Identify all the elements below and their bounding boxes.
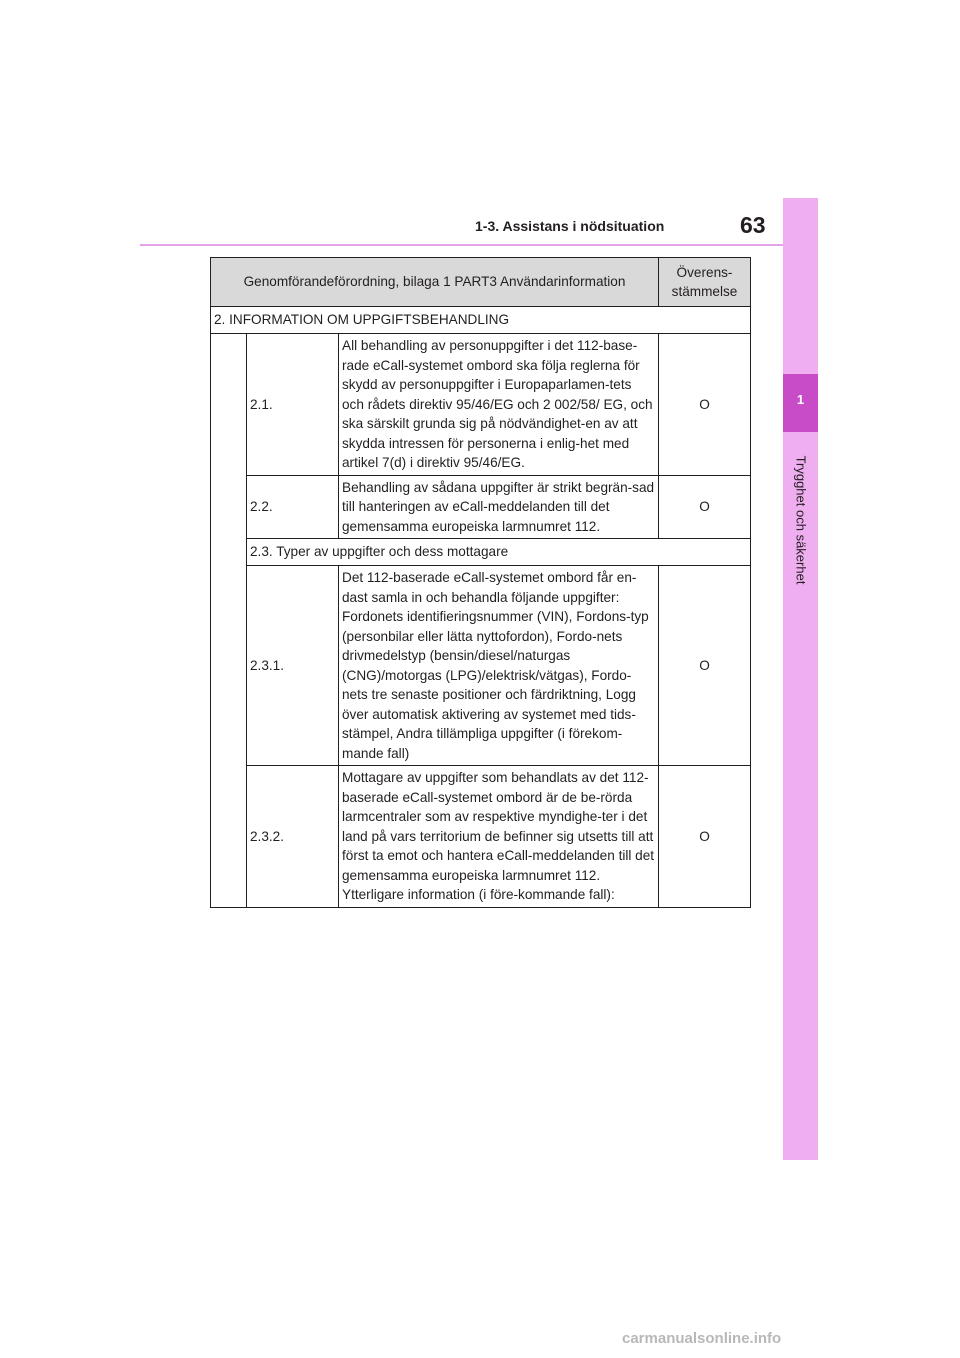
- table-header-row: [211, 258, 751, 307]
- row-number: 2.3.1.: [247, 566, 339, 766]
- table-row: [211, 475, 751, 539]
- user-information-table: [210, 257, 751, 908]
- row-text: Det 112-baserade eCall-systemet ombord får en-dast samla in och behandla följande uppgifter: Fordonets identifieringsnummer (VIN), Fordons-typ (personbilar eller lätta nyttofordon), Fordo-nets drivmedelstyp (bensin/diesel/naturgas (CNG)/motorgas (LPG)/elektrisk/vätgas), Fordo-nets tre senaste positioner och färdriktning, Logg över automatisk aktivering av systemet med tids-stämpel, Andra tillämpliga uppgifter (i förekom-mande fall): [339, 566, 659, 766]
- table-row: [211, 566, 751, 766]
- subsection-title-cell: 2.3. Typer av uppgifter och dess mottagare: [247, 539, 751, 566]
- indent-cell: [211, 334, 247, 908]
- row-conformity: O: [659, 566, 751, 766]
- row-text: Mottagare av uppgifter som behandlats av det 112-baserade eCall-systemet ombord är de be-rörda larmcentraler som av respektive myndighe-ter i det land på vars territorium de befinner sig utsetts till att först ta emot och hantera eCall-meddelanden till det gemensamma europeiska larmnumret 112. Ytterligare information (i före-kommande fall):: [339, 766, 659, 908]
- row-text: Behandling av sådana uppgifter är strikt begrän-sad till hanteringen av eCall-meddelanden till det gemensamma europeiska larmnumret 112.: [339, 475, 659, 539]
- table-row: [211, 766, 751, 908]
- section-title-cell: 2. INFORMATION OM UPPGIFTSBEHANDLING: [211, 307, 751, 334]
- chapter-label: Trygghet och säkerhet: [793, 455, 809, 585]
- header-regulation: Genomförandeförordning, bilaga 1 PART3 Användarinformation: [211, 258, 659, 307]
- row-number: 2.2.: [247, 475, 339, 539]
- chapter-number: 1: [796, 392, 805, 407]
- chapter-side-tab: [783, 198, 818, 1160]
- header-divider: [140, 244, 788, 246]
- table-row: [211, 334, 751, 476]
- row-text: All behandling av personuppgifter i det 112-base-rade eCall-systemet ombord ska följa reglerna för skydd av personuppgifter i Europaparlamen-tets och rådets direktiv 95/46/EG och 2 002/58/ EG, och ska särskilt grunda sig på nödvändighet-en av att skydda intressen för personerna i enlig-het med artikel 7(d) i direktiv 95/46/EG.: [339, 334, 659, 476]
- row-number: 2.1.: [247, 334, 339, 476]
- row-number: 2.3.2.: [247, 766, 339, 908]
- page-number: 63: [740, 212, 766, 238]
- section-title: 1-3. Assistans i nödsituation: [475, 218, 665, 234]
- watermark: carmanualsonline.info: [622, 1330, 782, 1347]
- section-row: [211, 307, 751, 334]
- row-conformity: O: [659, 475, 751, 539]
- row-conformity: O: [659, 766, 751, 908]
- subsection-row: [211, 539, 751, 566]
- row-conformity: O: [659, 334, 751, 476]
- header-conformity: Överens- stämmelse: [659, 258, 751, 307]
